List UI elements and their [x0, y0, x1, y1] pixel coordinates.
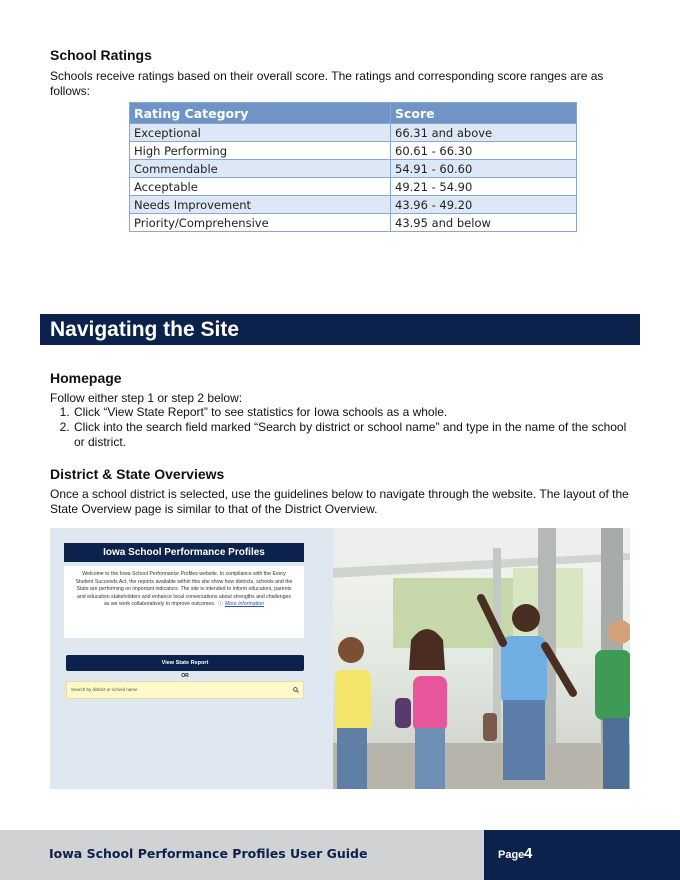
students-running-photo [333, 528, 630, 789]
table-row [130, 178, 577, 196]
score-cell: 43.96 - 49.20 [391, 196, 577, 214]
score-cell: 66.31 and above [391, 124, 577, 142]
column-header-rating-category: Rating Category [130, 103, 391, 124]
footer-title-bar [0, 830, 484, 880]
ratings-table-header-row [130, 103, 577, 124]
page-label: Page [498, 849, 525, 861]
page-number: 4 [524, 845, 533, 862]
score-cell: 54.91 - 60.60 [391, 160, 577, 178]
rating-category-cell: High Performing [130, 142, 391, 160]
homepage-heading: Homepage [50, 370, 122, 386]
table-row [130, 142, 577, 160]
screenshot-site-title: Iowa School Performance Profiles [64, 543, 304, 562]
rating-category-cell: Commendable [130, 160, 391, 178]
homepage-intro: Follow either step 1 or step 2 below: [50, 391, 243, 405]
screenshot-welcome-card [64, 566, 304, 638]
score-cell: 43.95 and below [391, 214, 577, 232]
school-ratings-intro: Schools receive ratings based on their overall score. The ratings and corresponding score ranges are as follows: [50, 69, 604, 98]
table-row [130, 196, 577, 214]
score-cell: 60.61 - 66.30 [391, 142, 577, 160]
list-item: 2. Click into the search field marked “Search by district or school name” and type in the name of the school or district. [73, 420, 633, 450]
homepage-screenshot [50, 528, 333, 789]
info-icon: ⓘ [216, 601, 224, 608]
homepage-steps-list [50, 405, 633, 450]
screenshot-welcome-text: Welcome to the Iowa School Performance Profiles website. In compliance with the Every Student Succeeds Act, the reports available within this site show how districts, schools and the State are performing on important indicators. The site is intended to inform educators, parents and education stakeholders and enhance local conversations about strengths and challenges as we work collaboratively to improve outcomes. [75, 571, 293, 608]
overviews-heading: District & State Overviews [50, 466, 225, 482]
footer-guide-title: Iowa School Performance Profiles User Guide [49, 846, 368, 861]
overviews-text: Once a school district is selected, use the guidelines below to navigate through the website. The layout of the State Overview page is similar to that of the District Overview. [50, 487, 629, 516]
navigating-section-banner: Navigating the Site [40, 314, 640, 345]
rating-category-cell: Needs Improvement [130, 196, 391, 214]
view-state-report-button[interactable]: View State Report [66, 655, 304, 671]
search-placeholder: Search by district or school name [71, 687, 138, 692]
footer-page-box [484, 830, 680, 880]
rating-category-cell: Priority/Comprehensive [130, 214, 391, 232]
ratings-table [129, 102, 577, 232]
table-row [130, 160, 577, 178]
search-input[interactable] [66, 681, 304, 699]
or-label: OR [181, 673, 189, 679]
rating-category-cell: Exceptional [130, 124, 391, 142]
table-row [130, 214, 577, 232]
list-item: 1. Click “View State Report” to see statistics for Iowa schools as a whole. [73, 405, 633, 420]
school-ratings-heading: School Ratings [50, 47, 152, 63]
search-icon [293, 687, 299, 693]
column-header-score: Score [391, 103, 577, 124]
more-information-link[interactable]: More Information [224, 601, 265, 608]
table-row [130, 124, 577, 142]
score-cell: 49.21 - 54.90 [391, 178, 577, 196]
rating-category-cell: Acceptable [130, 178, 391, 196]
